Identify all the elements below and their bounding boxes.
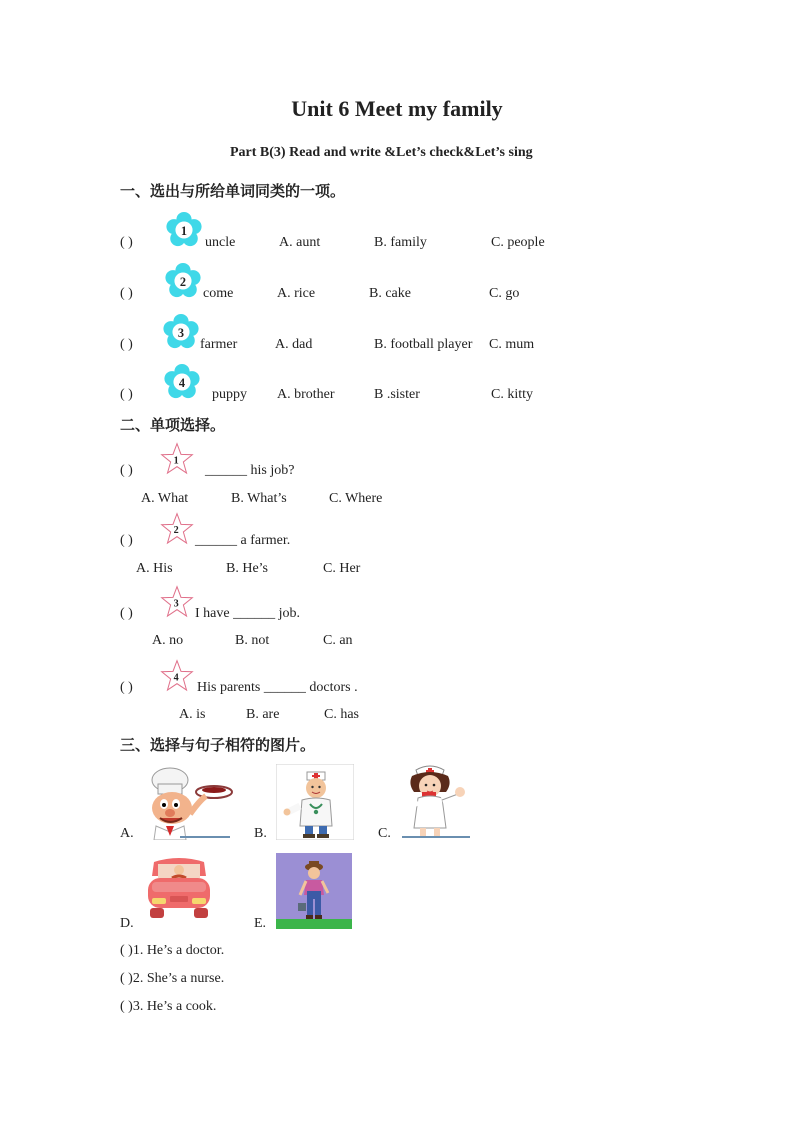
farmer-picture (276, 853, 352, 929)
question-text: I have ______ job. (195, 606, 300, 621)
item-number: 2 (173, 525, 179, 537)
match-sentence-3: ( )3. He’s a cook. (120, 999, 217, 1014)
answer-paren[interactable]: ( ) (120, 680, 133, 695)
item-number: 1 (173, 455, 179, 467)
nurse-picture (398, 762, 472, 840)
item-number: 1 (180, 223, 188, 238)
option-b: B. not (235, 633, 270, 648)
option-c: C. an (323, 633, 353, 648)
given-word: uncle (205, 235, 236, 250)
option-c: C. Where (329, 491, 383, 506)
match-sentence-2: ( )2. She’s a nurse. (120, 971, 225, 986)
option-b: B. football player (374, 337, 473, 352)
picture-label-a: A. (120, 826, 134, 841)
option-a: A. dad (275, 337, 313, 352)
item-number: 2 (179, 274, 187, 289)
page-subtitle: Part B(3) Read and write &Let’s check&Let’s sing (230, 145, 533, 160)
option-b: B .sister (374, 387, 420, 402)
given-word: puppy (212, 387, 247, 402)
star-number-icon (160, 585, 194, 619)
option-b: B. What’s (231, 491, 287, 506)
star-number-icon (160, 659, 194, 693)
section3-heading: 三、选择与句子相符的图片。 (120, 738, 316, 754)
page-title: Unit 6 Meet my family (291, 96, 503, 121)
option-b: B. cake (369, 286, 411, 301)
item-number: 3 (173, 598, 179, 610)
answer-paren[interactable]: ( ) (120, 533, 133, 548)
flower-number-icon (163, 363, 201, 401)
flower-number-icon (162, 313, 200, 351)
option-c: C. mum (489, 337, 535, 352)
question-text: ______ his job? (205, 463, 295, 478)
picture-label-b: B. (254, 826, 267, 841)
answer-paren[interactable]: ( ) (120, 387, 133, 402)
option-b: B. are (246, 707, 280, 722)
flower-number-icon (164, 262, 202, 300)
answer-paren[interactable]: ( ) (120, 286, 133, 301)
option-b: B. family (374, 235, 427, 250)
section2-heading: 二、单项选择。 (120, 418, 226, 434)
cook-picture (140, 764, 235, 840)
star-number-icon (160, 442, 194, 476)
option-a: A. His (136, 561, 173, 576)
given-word: farmer (200, 337, 238, 352)
picture-label-c: C. (378, 826, 391, 841)
answer-paren[interactable]: ( ) (120, 606, 133, 621)
option-c: C. kitty (491, 387, 534, 402)
match-sentence-1: ( )1. He’s a doctor. (120, 943, 225, 958)
option-a: A. aunt (279, 235, 321, 250)
question-text: His parents ______ doctors . (197, 680, 358, 695)
flower-number-icon (165, 211, 203, 249)
option-c: C. go (489, 286, 520, 301)
answer-paren[interactable]: ( ) (120, 235, 133, 250)
given-word: come (203, 286, 234, 301)
item-number: 3 (177, 325, 185, 340)
option-c: C. has (324, 707, 359, 722)
question-text: ______ a farmer. (195, 533, 291, 548)
doctor-picture (276, 764, 354, 840)
item-number: 4 (173, 672, 179, 684)
picture-label-d: D. (120, 916, 134, 931)
option-a: A. What (141, 491, 189, 506)
driver-car-picture (144, 856, 214, 922)
option-a: A. no (152, 633, 184, 648)
answer-paren[interactable]: ( ) (120, 463, 133, 478)
section1-heading: 一、选出与所给单词同类的一项。 (120, 184, 346, 200)
option-a: A. rice (277, 286, 316, 301)
option-a: A. brother (277, 387, 335, 402)
option-c: C. people (491, 235, 545, 250)
option-c: C. Her (323, 561, 361, 576)
star-number-icon (160, 512, 194, 546)
option-b: B. He’s (226, 561, 268, 576)
answer-paren[interactable]: ( ) (120, 337, 133, 352)
item-number: 4 (178, 375, 186, 390)
option-a: A. is (179, 707, 206, 722)
picture-label-e: E. (254, 916, 267, 931)
